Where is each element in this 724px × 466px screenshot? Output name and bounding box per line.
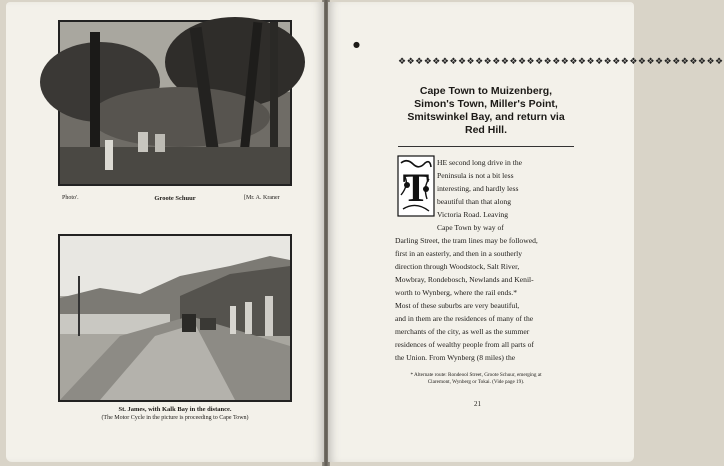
chapter-title [388,85,584,137]
page-number: 21 [474,400,481,408]
drop-cap-initial [397,155,435,217]
chapter-title-line: Red Hill. [464,124,507,136]
body-line: the Union. From Wynberg (8 miles) the [395,353,516,362]
photo-credit-label: Photo'. [62,195,79,201]
body-line: Cape Town by way of [437,223,504,232]
photo-credit-name: [Mr. A. Kraner [244,195,280,201]
photo-caption-st-james-note: (The Motor Cycle in the picture is proceeding to Cape Town) [101,415,249,421]
groote-schuur-image [60,22,290,184]
body-line: Peninsula is not a bit less [437,171,514,180]
ornamental-border: ❖❖❖❖❖❖❖❖❖❖❖❖❖❖❖❖❖❖❖❖❖❖❖❖❖❖❖❖❖❖❖❖❖❖❖❖❖❖ [398,57,724,67]
chapter-title-line: Cape Town to Muizenberg, [419,85,553,97]
chapter-title-line: Simon's Town, Miller's Point, [414,98,558,110]
body-line: and in them are the residences of many of the [395,314,534,323]
body-line: first in an easterly, and then in a southerly [395,249,523,258]
st-james-image [60,236,290,400]
margin-mark: ● [353,40,360,49]
drop-cap-ornament [397,155,435,217]
chapter-title-line: Smitswinkel Bay, and return via [407,111,565,123]
body-line: beautiful than that along [437,197,512,206]
body-line: Mowbray, Rondebosch, Newlands and Kenil- [395,275,534,284]
body-line: direction through Woodstock, Salt River, [395,262,520,271]
body-line: worth to Wynberg, where the rail ends.* [395,288,517,297]
body-line: residences of wealthy people from all parts of [395,340,534,349]
footnote-line: Claremont, Wynberg or Tokai. (Vide page 19). [427,379,525,385]
footnote [378,372,574,386]
photo-caption-groote-schuur: Groote Schuur [154,195,196,202]
body-line: Victoria Road. Leaving [437,210,509,219]
photo-caption-st-james-title: St. James, with Kalk Bay in the distance. [118,406,232,413]
title-rule [398,146,574,147]
body-line: Most of these suburbs are very beautiful, [395,301,520,310]
body-line: Darling Street, the tram lines may be followed, [395,236,538,245]
drop-cap-letter: T [402,165,430,210]
body-line: HE second long drive in the [437,158,522,167]
body-line: interesting, and hardly less [437,184,519,193]
photo-st-james [58,234,292,402]
footnote-line: * Alternate route: Rondeool Street, Groote Schuur, emerging at [410,372,542,378]
photo-groote-schuur [58,20,292,186]
photo-caption-st-james [60,405,290,423]
body-line: merchants of the city, as well as the summer [395,327,530,336]
